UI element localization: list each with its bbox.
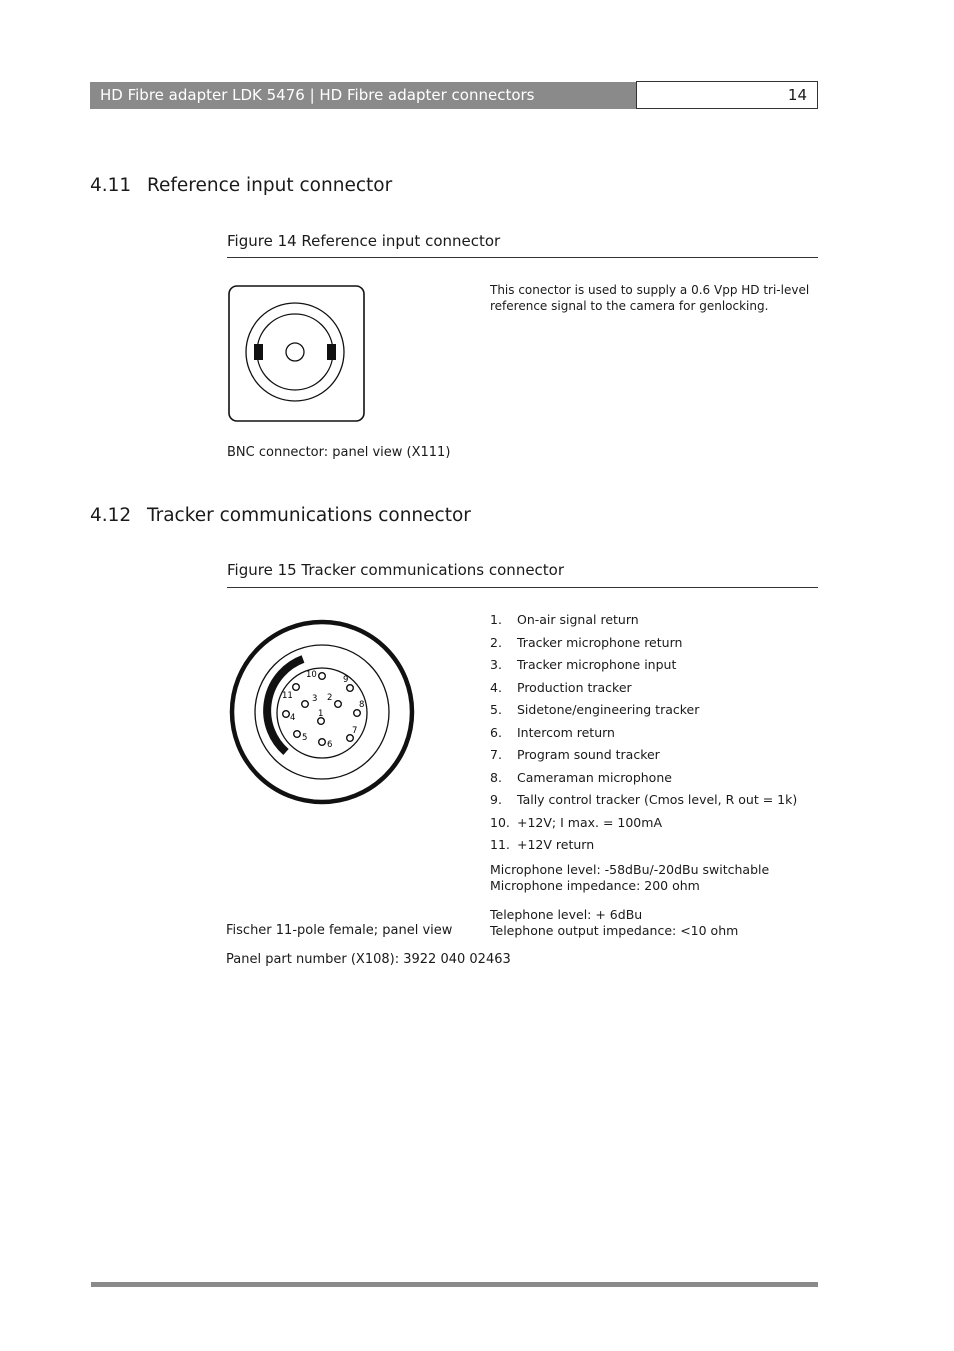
pin-label: +12V return — [517, 837, 595, 852]
pin-label: Sidetone/engineering tracker — [517, 702, 700, 717]
pin-label: 9 — [343, 675, 349, 685]
pin-label: Tracker microphone input — [517, 657, 677, 672]
section-heading-4-12 — [90, 505, 471, 526]
description-line: reference signal to the camera for genlocking. — [490, 299, 769, 313]
telephone-specs — [490, 907, 738, 939]
pin-10 — [306, 670, 325, 680]
list-item — [490, 609, 797, 632]
pin-number: 8. — [490, 769, 502, 785]
figure-14-caption: Figure 14 Reference input connector — [227, 232, 501, 250]
pin-label: 11 — [282, 691, 293, 701]
list-item — [490, 699, 797, 722]
pin-6 — [319, 739, 333, 750]
pin-label: +12V; I max. = 100mA — [517, 814, 662, 830]
pin-label: Program sound tracker — [517, 747, 660, 762]
list-item — [490, 744, 797, 767]
description-line: This conector is used to supply a 0.6 Vpp HD tri-level — [490, 283, 810, 297]
list-item — [490, 677, 797, 700]
pin-label: 6 — [327, 740, 333, 750]
section-number: 4.12 — [90, 505, 132, 526]
pin-3 — [302, 694, 318, 707]
header-title: HD Fibre adapter LDK 5476 | HD Fibre adapter connectors — [90, 82, 636, 109]
pin-label: Intercom return — [517, 724, 615, 740]
pin-label: Cameraman microphone — [517, 769, 672, 785]
pin-label: Production tracker — [517, 679, 632, 695]
fischer-connector-diagram — [226, 617, 418, 809]
pin-list — [490, 609, 797, 857]
mic-impedance: Microphone impedance: 200 ohm — [490, 878, 700, 893]
section-title: Reference input connector — [147, 175, 393, 196]
pin-9 — [343, 675, 353, 691]
pin-8 — [354, 700, 365, 716]
section-heading-4-11 — [90, 175, 392, 196]
pin-number: 9. — [490, 792, 502, 807]
pin-number: 10. — [490, 814, 510, 830]
section-title: Tracker communications connector — [147, 505, 471, 526]
pin-label: On-air signal return — [517, 612, 639, 627]
list-item — [490, 789, 797, 812]
list-item — [490, 812, 797, 835]
list-item — [490, 767, 797, 790]
figure-15-caption: Figure 15 Tracker communications connector — [227, 561, 565, 579]
pin-1 — [318, 709, 325, 724]
pin-7 — [347, 726, 358, 741]
pin-5 — [294, 731, 308, 743]
bnc-connector-diagram — [226, 283, 368, 425]
pin-number: 5. — [490, 702, 502, 717]
pin-number: 7. — [490, 747, 502, 762]
tel-impedance: Telephone output impedance: <10 ohm — [490, 923, 739, 938]
microphone-specs — [490, 862, 769, 894]
list-item — [490, 722, 797, 745]
figure-14-rule — [227, 257, 818, 258]
tel-level: Telephone level: + 6dBu — [490, 907, 643, 922]
pin-label: 3 — [312, 694, 318, 704]
pin-number: 2. — [490, 634, 502, 650]
pin-label: 4 — [290, 713, 296, 723]
pin-label: 10 — [306, 670, 317, 680]
pin-label: 1 — [318, 709, 324, 719]
list-item — [490, 834, 797, 857]
pin-number: 11. — [490, 837, 510, 852]
footer-bar — [91, 1282, 818, 1287]
list-item — [490, 654, 797, 677]
pin-11 — [282, 684, 299, 701]
figure-15-rule — [227, 587, 818, 588]
pin-label: 8 — [359, 700, 365, 710]
fischer-figure-label: Fischer 11-pole female; panel view — [226, 923, 453, 938]
pin-label: 2 — [327, 693, 333, 703]
pin-label: Tally control tracker (Cmos level, R out = 1k) — [517, 792, 798, 807]
panel-part-number: Panel part number (X108): 3922 040 02463 — [226, 952, 511, 967]
pin-label: 7 — [352, 726, 358, 736]
pin-number: 1. — [490, 612, 502, 627]
pin-number: 6. — [490, 724, 502, 740]
pin-label: 5 — [302, 733, 308, 743]
pin-4 — [283, 711, 296, 723]
bnc-description — [490, 282, 809, 314]
section-number: 4.11 — [90, 175, 132, 196]
pin-number: 3. — [490, 657, 502, 672]
list-item — [490, 632, 797, 655]
connector-pins — [282, 670, 364, 750]
pin-2 — [327, 693, 341, 707]
pin-label: Tracker microphone return — [517, 634, 683, 650]
mic-level: Microphone level: -58dBu/-20dBu switchable — [490, 862, 770, 877]
bnc-figure-label: BNC connector: panel view (X111) — [227, 445, 451, 460]
pin-number: 4. — [490, 679, 502, 695]
page-number: 14 — [636, 81, 818, 109]
